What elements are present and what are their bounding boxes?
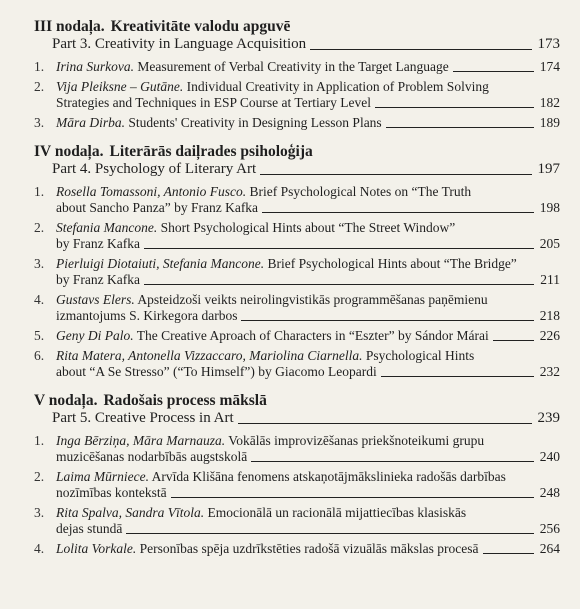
entry-page-number: 189 xyxy=(539,115,560,130)
leader-line xyxy=(241,320,533,321)
part-title-en: Creative Process in Art xyxy=(94,410,234,426)
entry-title-wrap xyxy=(56,541,479,557)
toc-entry xyxy=(34,292,560,324)
toc-entry xyxy=(34,469,560,501)
toc-entry xyxy=(34,541,560,557)
entry-line-1 xyxy=(56,541,560,557)
entry-page-number: 256 xyxy=(539,521,560,536)
entry-number: 3. xyxy=(34,115,45,130)
chapter-number: III nodaļa. xyxy=(34,18,105,35)
entry-title-end: by Franz Kafka xyxy=(56,236,140,251)
entry-page-number: 218 xyxy=(539,308,560,323)
entry-authors: Rosella Tomassoni, Antonio Fusco. xyxy=(56,184,247,199)
entry-line-1 xyxy=(56,184,560,200)
part-title-en: Psychology of Literary Art xyxy=(94,161,257,177)
entry-authors: Irina Surkova. xyxy=(56,59,134,74)
entry-page-number: 248 xyxy=(539,485,560,500)
part-label-group xyxy=(52,410,234,427)
entry-number: 1. xyxy=(34,184,45,199)
entry-page-number: 198 xyxy=(539,200,560,215)
toc-part xyxy=(34,392,560,557)
toc-entry xyxy=(34,79,560,111)
entry-body xyxy=(56,348,560,380)
entry-page-number: 205 xyxy=(539,236,560,251)
entry-body xyxy=(56,433,560,465)
entry-authors: Gustavs Elers. xyxy=(56,292,135,307)
toc-part xyxy=(34,18,560,131)
part-title-en: Creativity in Language Acquisition xyxy=(94,36,307,52)
part-heading xyxy=(34,392,560,410)
leader-line xyxy=(126,533,533,534)
entry-body xyxy=(56,328,560,344)
entry-title: The Creative Aproach of Characters in “Eszter” by Sándor Márai xyxy=(136,328,489,343)
entry-line-2 xyxy=(56,200,560,216)
entry-authors: Māra Dirba. xyxy=(56,115,126,130)
part-label-group xyxy=(52,161,256,178)
entry-line-2 xyxy=(56,485,560,501)
entry-number: 4. xyxy=(34,541,45,556)
entry-line-1 xyxy=(56,220,560,236)
entry-line-1 xyxy=(56,256,560,272)
toc-entry xyxy=(34,184,560,216)
toc-entry xyxy=(34,433,560,465)
entry-line-1 xyxy=(56,59,560,75)
toc-entry xyxy=(34,256,560,288)
entry-authors: Inga Bērziņa, Māra Marnauza. xyxy=(56,433,226,448)
leader-line xyxy=(171,497,534,498)
chapter-number: V nodaļa. xyxy=(34,392,98,409)
leader-line xyxy=(251,461,534,462)
part-label: Part 4. xyxy=(52,161,92,177)
leader-line xyxy=(260,174,531,175)
entry-title-end: nozīmības kontekstā xyxy=(56,485,167,500)
entry-title-start: Vokālās improvizēšanas priekšnoteikumi grupu xyxy=(228,433,485,448)
entry-number: 2. xyxy=(34,469,45,484)
entry-page-number: 232 xyxy=(539,364,560,379)
entry-title-end: Strategies and Techniques in ESP Course at Tertiary Level xyxy=(56,95,372,110)
entry-line-2 xyxy=(56,236,560,252)
entry-title: Personības spēja uzdrīkstēties radošā vizuālās mākslas procesā xyxy=(139,541,479,556)
entry-body xyxy=(56,505,560,537)
entry-title-end: about Sancho Panza” by Franz Kafka xyxy=(56,200,259,215)
toc-entry xyxy=(34,59,560,75)
leader-line xyxy=(453,71,534,72)
entry-line-2 xyxy=(56,364,560,380)
entry-authors: Vija Pleiksne – Gutāne. xyxy=(56,79,184,94)
entry-title-start: Apsteidzoši veikts neirolingvistikās programmēšanas paņēmienu xyxy=(137,292,488,307)
entry-title-start: Brief Psychological Hints about “The Bridge” xyxy=(267,256,517,271)
leader-line xyxy=(144,284,534,285)
part-label: Part 5. xyxy=(52,410,92,426)
leader-line xyxy=(381,376,534,377)
leader-line xyxy=(144,248,534,249)
chapter-title-lv: Literārās daiļrades psiholoģija xyxy=(109,143,313,160)
entry-number: 1. xyxy=(34,59,45,74)
entry-number: 2. xyxy=(34,220,45,235)
entry-authors: Lolita Vorkale. xyxy=(56,541,137,556)
entry-authors: Geny Di Palo. xyxy=(56,328,134,343)
entry-line-1 xyxy=(56,433,560,449)
entry-line-2 xyxy=(56,449,560,465)
entry-number: 6. xyxy=(34,348,45,363)
entry-title: Students' Creativity in Designing Lesson Plans xyxy=(128,115,382,130)
entry-number: 1. xyxy=(34,433,45,448)
part-page-number: 197 xyxy=(537,161,560,177)
entry-title-start: Brief Psychological Notes on “The Truth xyxy=(249,184,472,199)
entry-title-wrap xyxy=(56,59,449,75)
part-label: Part 3. xyxy=(52,36,92,52)
entry-body xyxy=(56,115,560,131)
entry-authors: Pierluigi Diotaiuti, Stefania Mancone. xyxy=(56,256,265,271)
entry-line-2 xyxy=(56,521,560,537)
leader-line xyxy=(375,107,534,108)
entry-line-1 xyxy=(56,292,560,308)
toc-part xyxy=(34,143,560,380)
part-page-number: 239 xyxy=(537,410,560,426)
entry-title-wrap xyxy=(56,115,382,131)
leader-line xyxy=(262,212,534,213)
part-subheading xyxy=(52,161,560,178)
entry-body xyxy=(56,541,560,557)
entry-title-start: Psychological Hints xyxy=(365,348,475,363)
entry-title: Measurement of Verbal Creativity in the Target Language xyxy=(137,59,449,74)
part-page-number: 173 xyxy=(537,36,560,52)
entry-body xyxy=(56,79,560,111)
chapter-title-lv: Kreativitāte valodu apguvē xyxy=(110,18,291,35)
entry-title-wrap xyxy=(56,328,489,344)
entry-line-2 xyxy=(56,95,560,111)
leader-line xyxy=(386,127,534,128)
entry-line-1 xyxy=(56,348,560,364)
entry-page-number: 240 xyxy=(539,449,560,464)
part-heading xyxy=(34,143,560,161)
entry-title-start: Short Psychological Hints about “The Street Window” xyxy=(160,220,456,235)
leader-line xyxy=(310,49,531,50)
entry-number: 3. xyxy=(34,256,45,271)
entry-title-end: dejas stundā xyxy=(56,521,123,536)
entry-title-start: Arvīda Klišāna fenomens atskaņotājmākslinieka radošās darbības xyxy=(151,469,506,484)
entry-line-2 xyxy=(56,272,560,288)
entry-title-end: izmantojums S. Kirkegora darbos xyxy=(56,308,238,323)
leader-line xyxy=(483,553,534,554)
entry-authors: Rita Matera, Antonella Vizzaccaro, Mariolina Ciarnella. xyxy=(56,348,363,363)
toc-entry xyxy=(34,220,560,252)
entry-number: 4. xyxy=(34,292,45,307)
entry-title-end: about “A Se Stresso” (“To Himself”) by Giacomo Leopardi xyxy=(56,364,377,379)
entry-page-number: 264 xyxy=(539,541,560,556)
entry-line-1 xyxy=(56,115,560,131)
entry-title-end: muzicēšanas nodarbībās augstskolā xyxy=(56,449,248,464)
entry-body xyxy=(56,256,560,288)
toc-entry xyxy=(34,505,560,537)
entry-number: 2. xyxy=(34,79,45,94)
part-subheading xyxy=(52,410,560,427)
entry-title-start: Individual Creativity in Application of Problem Solving xyxy=(186,79,489,94)
entry-line-1 xyxy=(56,469,560,485)
entry-line-2 xyxy=(56,308,560,324)
entry-body xyxy=(56,59,560,75)
entry-authors: Rita Spalva, Sandra Vītola. xyxy=(56,505,205,520)
entry-title-end: by Franz Kafka xyxy=(56,272,140,287)
toc-entry xyxy=(34,348,560,380)
entry-authors: Laima Mūrniece. xyxy=(56,469,149,484)
entry-body xyxy=(56,184,560,216)
part-heading xyxy=(34,18,560,36)
entry-page-number: 226 xyxy=(539,328,560,343)
entry-line-1 xyxy=(56,505,560,521)
toc-entry xyxy=(34,328,560,344)
entry-page-number: 211 xyxy=(540,272,560,287)
entry-page-number: 174 xyxy=(539,59,560,74)
entry-line-1 xyxy=(56,79,560,95)
entry-number: 5. xyxy=(34,328,45,343)
chapter-title-lv: Radošais process mākslā xyxy=(103,392,267,409)
entry-body xyxy=(56,220,560,252)
part-label-group xyxy=(52,36,306,53)
entry-line-1 xyxy=(56,328,560,344)
part-subheading xyxy=(52,36,560,53)
entry-page-number: 182 xyxy=(539,95,560,110)
leader-line xyxy=(493,340,534,341)
entry-number: 3. xyxy=(34,505,45,520)
entry-authors: Stefania Mancone. xyxy=(56,220,158,235)
leader-line xyxy=(238,423,532,424)
entry-body xyxy=(56,292,560,324)
toc-entry xyxy=(34,115,560,131)
chapter-number: IV nodaļa. xyxy=(34,143,104,160)
entry-body xyxy=(56,469,560,501)
entry-title-start: Emocionālā un racionālā mijattiecības klasiskās xyxy=(207,505,467,520)
